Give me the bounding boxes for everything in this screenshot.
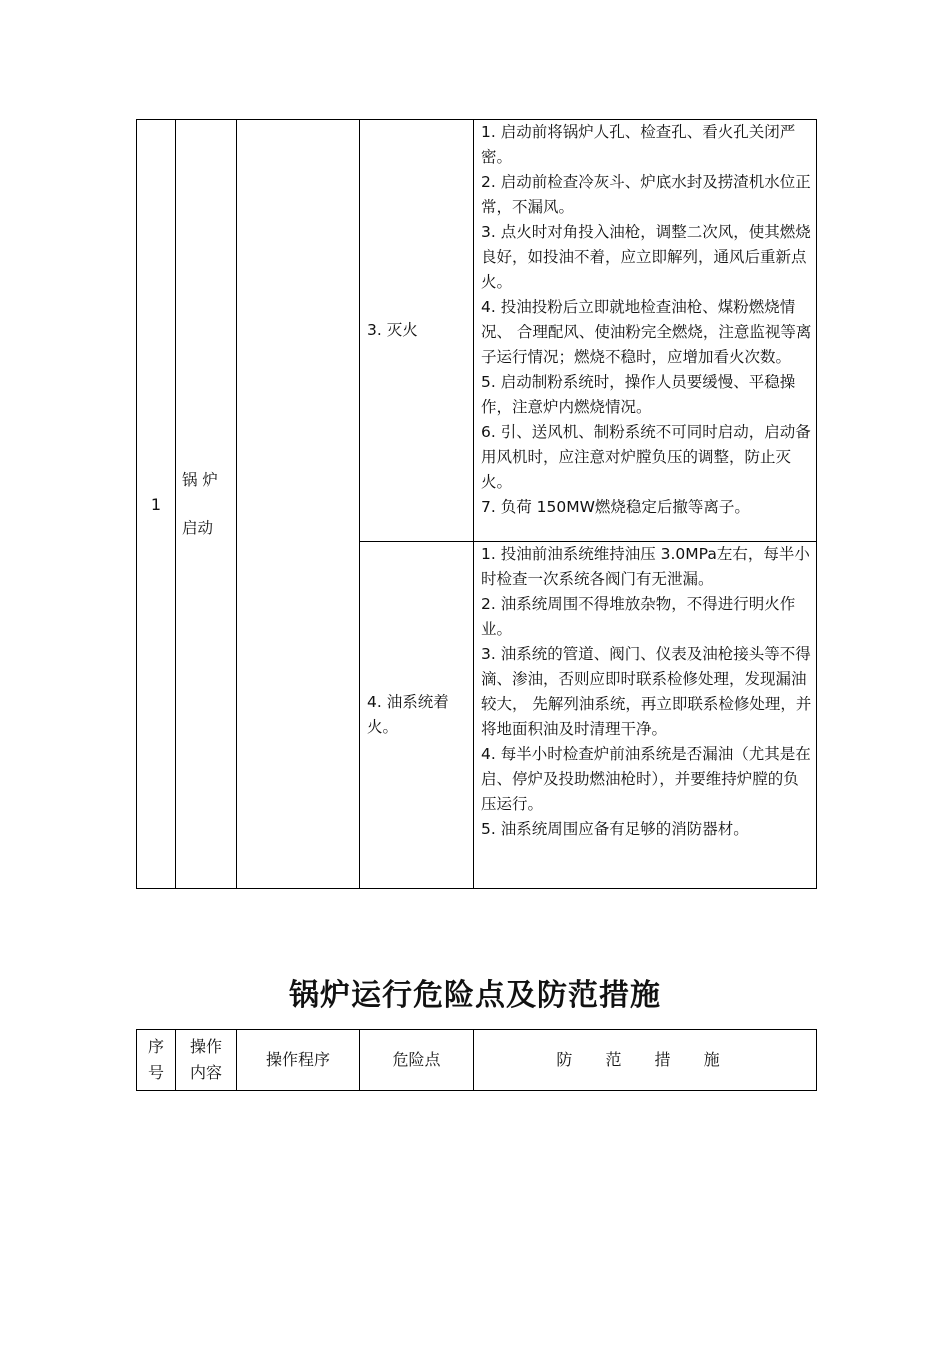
header-seq-line: 序	[147, 1037, 164, 1056]
header-row	[137, 1030, 817, 1091]
measure-item: 2. 启动前检查冷灰斗、炉底水封及捞渣机水位正常，不漏风。	[481, 173, 811, 216]
operation-content-line: 启动	[182, 519, 214, 537]
header-seq-line: 号	[147, 1063, 164, 1082]
measure-item: 7. 负荷 150MW燃烧稳定后撤等离子。	[481, 498, 750, 516]
operation-content-line: 锅 炉	[182, 471, 218, 489]
measure-item: 1. 启动前将锅炉人孔、检查孔、看火孔关闭严密。	[481, 123, 796, 166]
measure-item: 4. 每半小时检查炉前油系统是否漏油（尤其是在启、停炉及投助燃油枪时），并要维持炉膛的负压运行。	[481, 745, 811, 813]
table-row	[137, 120, 817, 542]
measure-item: 5. 启动制粉系统时，操作人员要缓慢、平稳操作，注意炉内燃烧情况。	[481, 373, 796, 416]
measure-item: 2. 油系统周围不得堆放杂物，不得进行明火作业。	[481, 595, 796, 638]
measure-item: 3. 油系统的管道、阀门、仪表及油枪接头等不得滴、渗油，否则应即时联系检修处理，发现漏油较大， 先解列油系统，再立即联系检修处理，并将地面积油及时清理干净。	[481, 645, 812, 738]
header-table	[136, 1029, 817, 1091]
measures-cell	[474, 120, 817, 542]
hazard-table	[136, 119, 817, 889]
measure-item: 6. 引、送风机、制粉系统不可同时启动，启动备用风机时，应注意对炉膛负压的调整，防止灭火。	[481, 423, 811, 491]
measures-cell	[474, 542, 817, 889]
operation-content-cell	[176, 120, 237, 889]
section-title: 锅炉运行危险点及防范措施	[289, 978, 661, 1013]
header-content-line: 内容	[189, 1063, 222, 1082]
header-seq	[137, 1030, 176, 1091]
operation-procedure-cell	[237, 120, 360, 889]
measure-item: 4. 投油投粉后立即就地检查油枪、煤粉燃烧情况、 合理配风、使油粉完全燃烧，注意监视等离子运行情况；燃烧不稳时，应增加看火次数。	[481, 298, 812, 366]
header-measures: 防 范 措 施	[474, 1030, 817, 1091]
header-risk: 危险点	[360, 1030, 474, 1091]
measure-item: 5. 油系统周围应备有足够的消防器材。	[481, 820, 749, 838]
risk-cell: 3. 灭火	[360, 120, 474, 542]
header-procedure: 操作程序	[237, 1030, 360, 1091]
header-content	[176, 1030, 237, 1091]
header-content-line: 操作	[189, 1037, 222, 1056]
risk-cell: 4. 油系统着火。	[360, 542, 474, 889]
seq-cell: 1	[137, 120, 176, 889]
measure-item: 1. 投油前油系统维持油压 3.0MPa左右，每半小时检查一次系统各阀门有无泄漏。	[481, 545, 810, 588]
measure-item: 3. 点火时对角投入油枪，调整二次风，使其燃烧良好，如投油不着，应立即解列，通风后重新点火。	[481, 223, 811, 291]
